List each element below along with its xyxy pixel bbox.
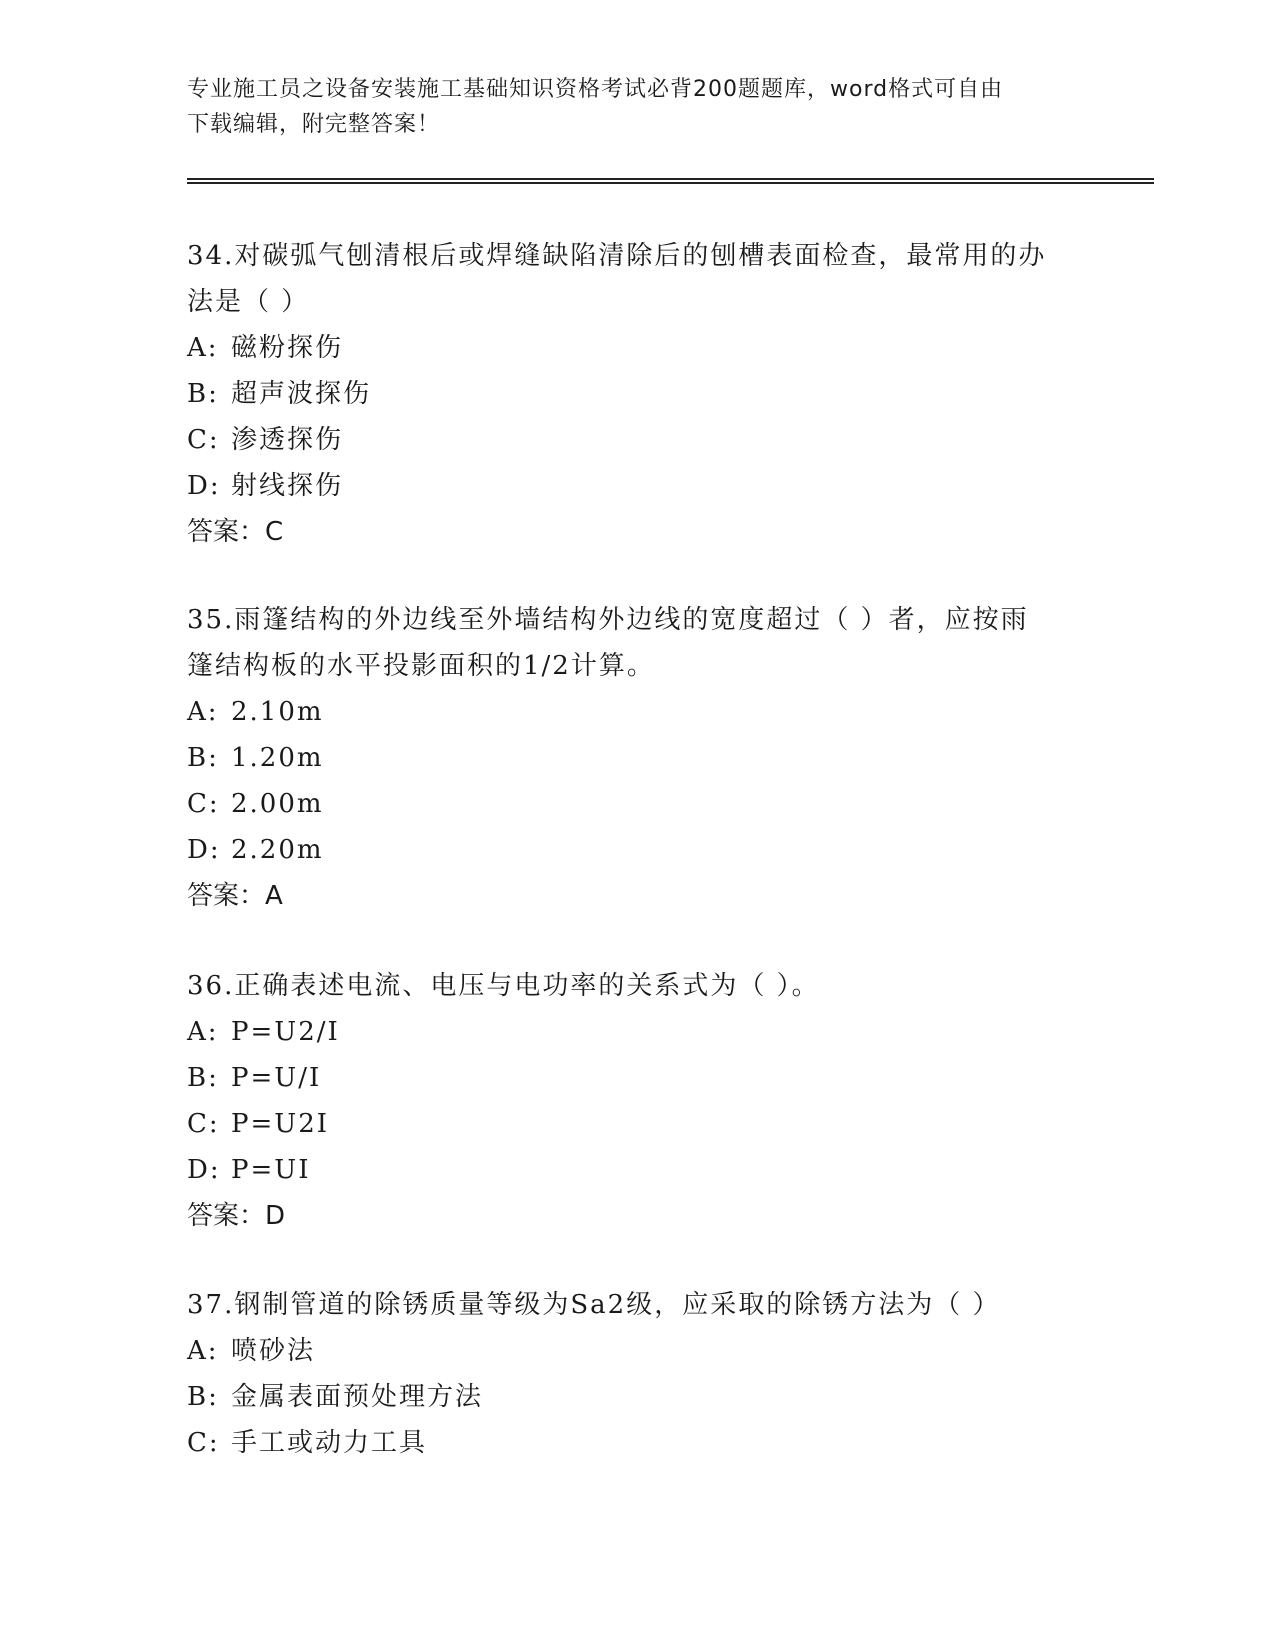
option-text: 2.20m (231, 835, 324, 865)
option-letter: A: (187, 1336, 219, 1366)
option-a (187, 325, 1087, 371)
option-text: 磁粉探伤 (231, 333, 344, 363)
option-letter: D: (187, 835, 221, 865)
option-text: P=U2/I (231, 1017, 340, 1047)
option-d (187, 827, 1087, 873)
option-letter: D: (187, 471, 221, 501)
option-c (187, 1101, 1087, 1147)
option-b (187, 1055, 1087, 1101)
option-letter: A: (187, 333, 219, 363)
option-b (187, 1374, 1087, 1420)
question-37 (187, 1282, 1087, 1466)
option-c (187, 781, 1087, 827)
option-a (187, 1009, 1087, 1055)
option-letter: A: (187, 1017, 219, 1047)
option-a (187, 689, 1087, 735)
question-text-line-1: 34.对碳弧气刨清根后或焊缝缺陷清除后的刨槽表面检查，最常用的办 (187, 241, 1047, 271)
question-35 (187, 597, 1087, 919)
question-36 (187, 963, 1087, 1239)
option-letter: B: (187, 743, 219, 773)
question-text-line-2: 法是（ ） (187, 287, 310, 317)
option-text: 超声波探伤 (231, 379, 372, 409)
header-line-1: 专业施工员之设备安装施工基础知识资格考试必背200题题库，word格式可自由 (187, 77, 1004, 102)
option-text: 喷砂法 (231, 1336, 316, 1366)
answer: 答案：A (187, 881, 283, 911)
option-text: 1.20m (231, 743, 324, 773)
option-letter: C: (187, 789, 220, 819)
option-text: 2.00m (231, 789, 324, 819)
option-letter: D: (187, 1155, 221, 1185)
option-text: P=U2I (231, 1109, 330, 1139)
option-c (187, 417, 1087, 463)
option-text: 渗透探伤 (231, 425, 344, 455)
option-text: 金属表面预处理方法 (231, 1382, 484, 1412)
option-text: P=U/I (231, 1063, 322, 1093)
option-d (187, 1147, 1087, 1193)
option-text: 手工或动力工具 (231, 1428, 428, 1458)
option-letter: B: (187, 1063, 219, 1093)
option-a (187, 1328, 1087, 1374)
question-34 (187, 233, 1087, 555)
option-letter: A: (187, 697, 219, 727)
question-text-line-1: 35.雨篷结构的外边线至外墙结构外边线的宽度超过（ ）者，应按雨 (187, 605, 1029, 635)
option-text: 射线探伤 (231, 471, 344, 501)
header-divider (187, 178, 1154, 184)
option-letter: B: (187, 1382, 219, 1412)
option-b (187, 371, 1087, 417)
option-letter: B: (187, 379, 219, 409)
option-text: P=UI (231, 1155, 311, 1185)
question-text-line-2: 篷结构板的水平投影面积的1/2计算。 (187, 651, 655, 681)
option-letter: C: (187, 1428, 220, 1458)
option-c (187, 1420, 1087, 1466)
option-letter: C: (187, 1109, 220, 1139)
option-d (187, 463, 1087, 509)
option-b (187, 735, 1087, 781)
option-text: 2.10m (231, 697, 324, 727)
document-header (187, 72, 1087, 142)
answer: 答案：D (187, 1201, 286, 1231)
option-letter: C: (187, 425, 220, 455)
question-text-line-1: 37.钢制管道的除锈质量等级为Sa2级，应采取的除锈方法为（ ） (187, 1290, 1001, 1320)
question-text-line-1: 36.正确表述电流、电压与电功率的关系式为（ ）。 (187, 971, 820, 1001)
answer: 答案：C (187, 517, 284, 547)
header-line-2: 下载编辑，附完整答案！ (187, 112, 441, 137)
